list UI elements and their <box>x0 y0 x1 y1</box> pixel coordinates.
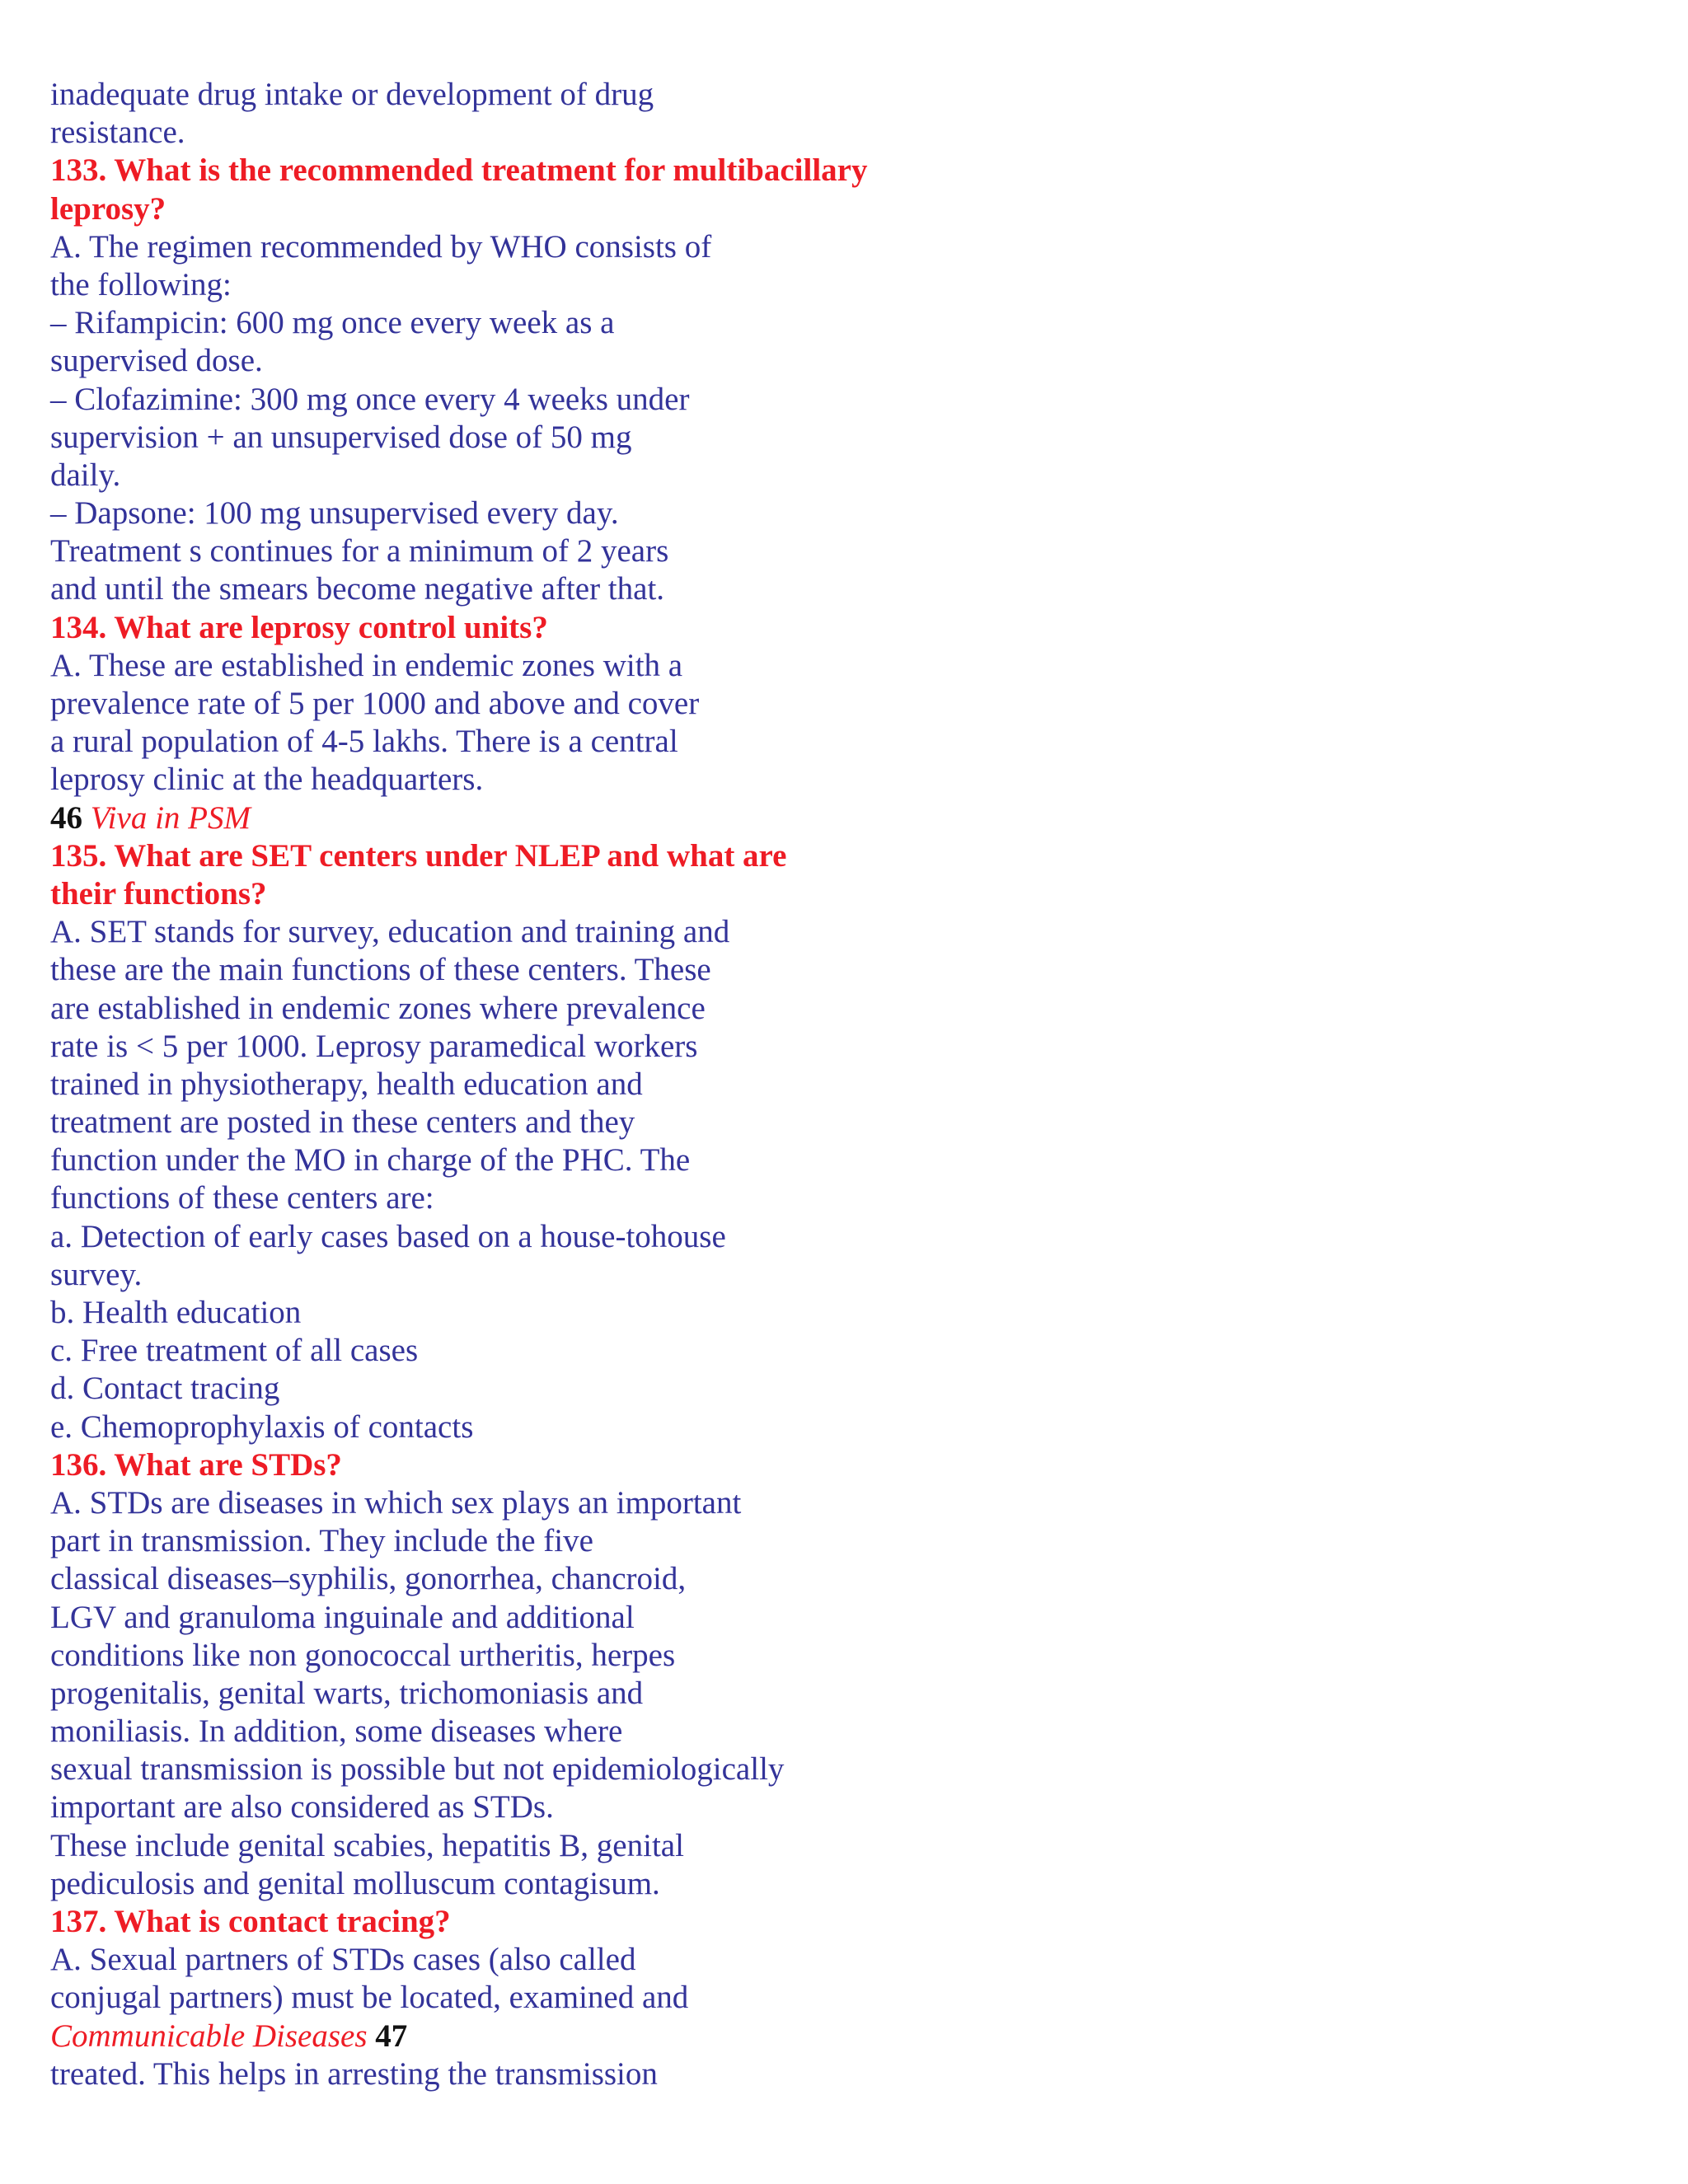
body-text-line: resistance. <box>50 115 185 151</box>
page-number: 46 <box>50 799 82 836</box>
body-text-line: and until the smears become negative after that. <box>50 571 665 607</box>
question-heading-line: 137. What is contact tracing? <box>50 1904 451 1939</box>
running-header <box>50 2018 957 2055</box>
body-text-line: the following: <box>50 266 232 302</box>
question-heading-line: 135. What are SET centers under NLEP and what are <box>50 837 787 874</box>
body-text-line: d. Contact tracing <box>50 1371 280 1407</box>
body-text-line: – Clofazimine: 300 mg once every 4 weeks under <box>50 381 690 417</box>
body-text-line: classical diseases–syphilis, gonorrhea, chancroid, <box>50 1561 687 1597</box>
body-text-line: conjugal partners) must be located, examined and <box>50 1980 689 2016</box>
question-heading-line: 134. What are leprosy control units? <box>50 609 548 645</box>
body-text-line: are established in endemic zones where prevalence <box>50 990 706 1026</box>
running-header <box>50 799 957 837</box>
body-text-line: functions of these centers are: <box>50 1180 434 1216</box>
body-text-line: treatment are posted in these centers and they <box>50 1104 635 1141</box>
running-title: Viva in PSM <box>90 799 251 836</box>
body-text-line: a rural population of 4-5 lakhs. There is a central <box>50 724 678 760</box>
body-text-line: LGV and granuloma inguinale and additional <box>50 1599 635 1635</box>
body-text-line: b. Health education <box>50 1295 302 1330</box>
body-text-line: A. Sexual partners of STDs cases (also called <box>50 1942 636 1978</box>
body-text-line: These include genital scabies, hepatitis B, genital <box>50 1827 684 1863</box>
body-text-line: treated. This helps in arresting the transmission <box>50 2055 658 2092</box>
body-text-line: A. The regimen recommended by WHO consists of <box>50 228 712 265</box>
body-text-line: leprosy clinic at the headquarters. <box>50 762 484 798</box>
body-text-line: e. Chemoprophylaxis of contacts <box>50 1408 474 1445</box>
body-text-line: supervision + an unsupervised dose of 50 mg <box>50 419 632 455</box>
body-text-line: survey. <box>50 1256 143 1292</box>
body-text-line: these are the main functions of these centers. These <box>50 952 711 988</box>
question-heading-line: their functions? <box>50 875 267 912</box>
body-text-line: moniliasis. In addition, some diseases where <box>50 1713 623 1750</box>
body-text-line: trained in physiotherapy, health education and <box>50 1066 643 1102</box>
body-text-line: – Dapsone: 100 mg unsupervised every day. <box>50 495 619 532</box>
body-text-line: A. These are established in endemic zones with a <box>50 647 683 683</box>
body-text-line: A. SET stands for survey, education and training and <box>50 914 730 950</box>
body-text-line: a. Detection of early cases based on a house-tohouse <box>50 1218 726 1254</box>
body-text-line: prevalence rate of 5 per 1000 and above and cover <box>50 686 700 721</box>
body-text-line: function under the MO in charge of the PHC. The <box>50 1142 691 1179</box>
body-text-line: c. Free treatment of all cases <box>50 1333 419 1369</box>
body-text-line: progenitalis, genital warts, trichomoniasis and <box>50 1675 644 1711</box>
page-number: 47 <box>375 2018 408 2054</box>
body-text-line: conditions like non gonococcal urtheritis, herpes <box>50 1637 676 1673</box>
running-title: Communicable Diseases <box>50 2018 368 2054</box>
body-text-line: sexual transmission is possible but not epidemiologically <box>50 1751 785 1788</box>
body-text-line: A. STDs are diseases in which sex plays an important <box>50 1484 742 1521</box>
question-heading-line: leprosy? <box>50 190 166 227</box>
body-text-line: pediculosis and genital molluscum contagisum. <box>50 1865 660 1901</box>
body-text-line: rate is < 5 per 1000. Leprosy paramedical workers <box>50 1028 698 1064</box>
body-text-line: part in transmission. They include the five <box>50 1523 593 1559</box>
body-text-line: Treatment s continues for a minimum of 2 years <box>50 533 669 569</box>
body-text-line: – Rifampicin: 600 mg once every week as a <box>50 305 615 341</box>
question-heading-line: 133. What is the recommended treatment for multibacillary <box>50 152 868 189</box>
body-text-line: important are also considered as STDs. <box>50 1789 554 1825</box>
body-text-line: daily. <box>50 457 121 493</box>
question-heading-line: 136. What are STDs? <box>50 1446 342 1483</box>
body-text-line: supervised dose. <box>50 343 263 379</box>
page-text-column <box>50 76 957 2093</box>
body-text-line: inadequate drug intake or development of drug <box>50 77 654 112</box>
